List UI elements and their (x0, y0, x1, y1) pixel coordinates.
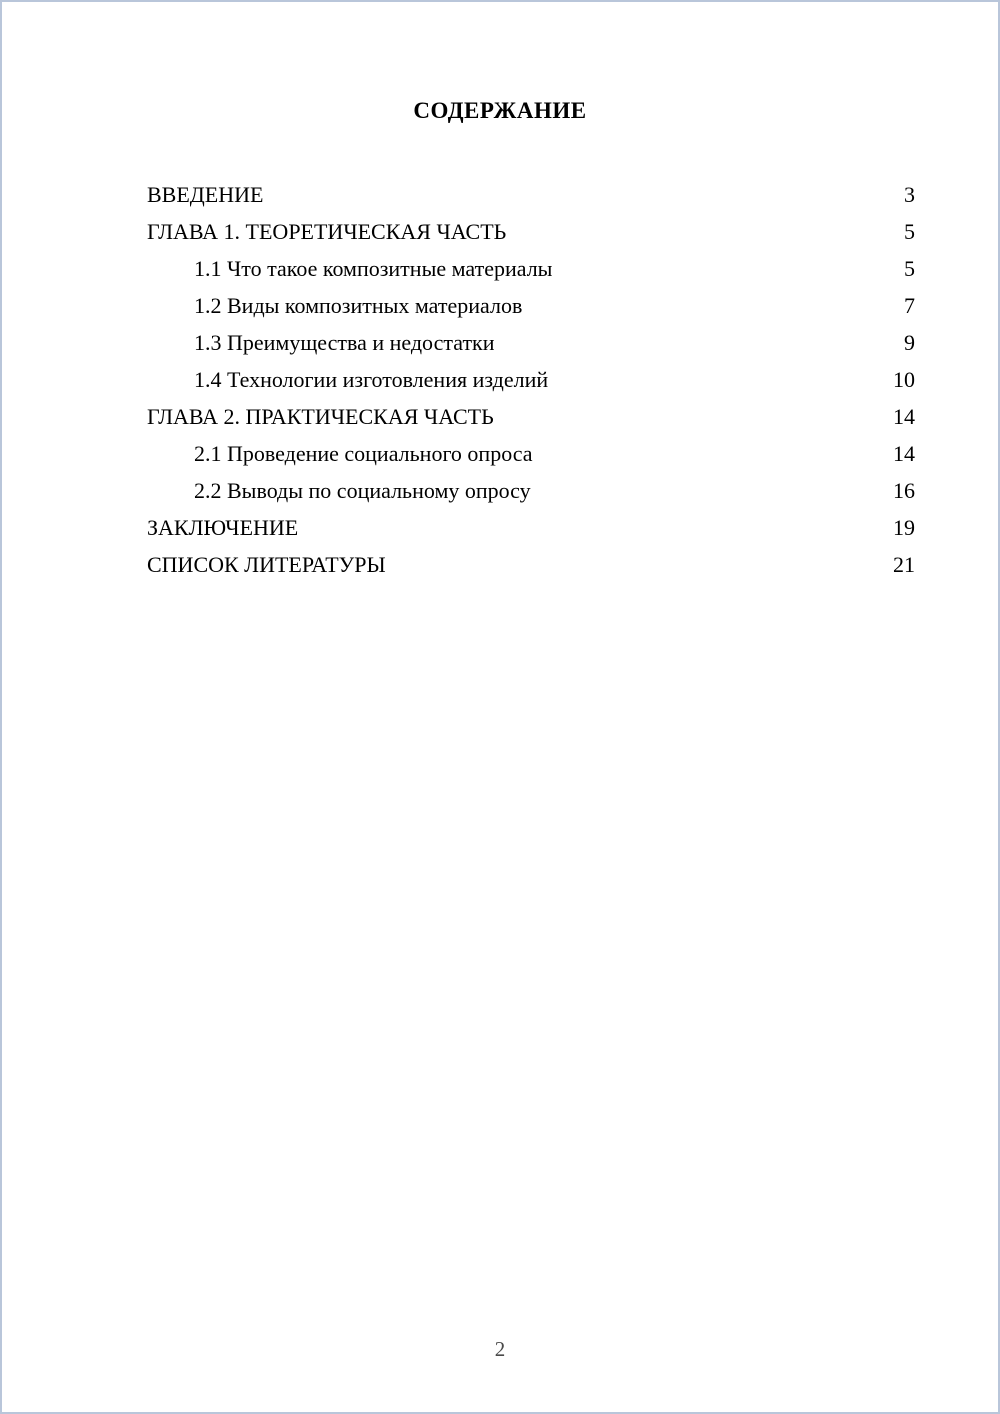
toc-entry-label: 2.2 Выводы по социальному опросу (194, 478, 531, 503)
toc-entry-page: 10 (893, 367, 915, 392)
toc-entry-label: ЗАКЛЮЧЕНИЕ (147, 515, 299, 540)
toc-entry (147, 213, 915, 250)
toc-entry-page: 21 (893, 552, 915, 577)
page-title: СОДЕРЖАНИЕ (413, 98, 587, 123)
toc-entry-label: 2.1 Проведение социального опроса (194, 441, 533, 466)
toc-entry-page: 7 (904, 293, 915, 318)
toc-entry (147, 546, 915, 583)
toc-entry-page: 9 (904, 330, 915, 355)
table-of-contents (2, 176, 998, 583)
toc-entry-label: 1.2 Виды композитных материалов (194, 293, 523, 318)
toc-entry (147, 509, 915, 546)
toc-entry-label: 1.3 Преимущества и недостатки (194, 330, 495, 355)
toc-entry (147, 250, 915, 287)
toc-entry-page: 5 (904, 219, 915, 244)
toc-entry-label: ГЛАВА 2. ПРАКТИЧЕСКАЯ ЧАСТЬ (147, 404, 494, 429)
toc-entry-label: ВВЕДЕНИЕ (147, 182, 264, 207)
toc-entry-label: 1.1 Что такое композитные материалы (194, 256, 553, 281)
toc-entry-page: 19 (893, 515, 915, 540)
toc-entry (147, 361, 915, 398)
toc-entry (147, 176, 915, 213)
toc-entry (147, 324, 915, 361)
toc-entry-page: 14 (893, 404, 915, 429)
footer-page-number: 2 (494, 1337, 506, 1361)
toc-entry (147, 435, 915, 472)
toc-entry-label: ГЛАВА 1. ТЕОРЕТИЧЕСКАЯ ЧАСТЬ (147, 219, 507, 244)
toc-entry (147, 398, 915, 435)
toc-entry-page: 5 (904, 256, 915, 281)
toc-entry (147, 287, 915, 324)
toc-entry-page: 16 (893, 478, 915, 503)
toc-entry-page: 14 (893, 441, 915, 466)
toc-entry-label: 1.4 Технологии изготовления изделий (194, 367, 549, 392)
toc-entry-page: 3 (904, 182, 915, 207)
toc-entry-label: СПИСОК ЛИТЕРАТУРЫ (147, 552, 386, 577)
toc-entry (147, 472, 915, 509)
